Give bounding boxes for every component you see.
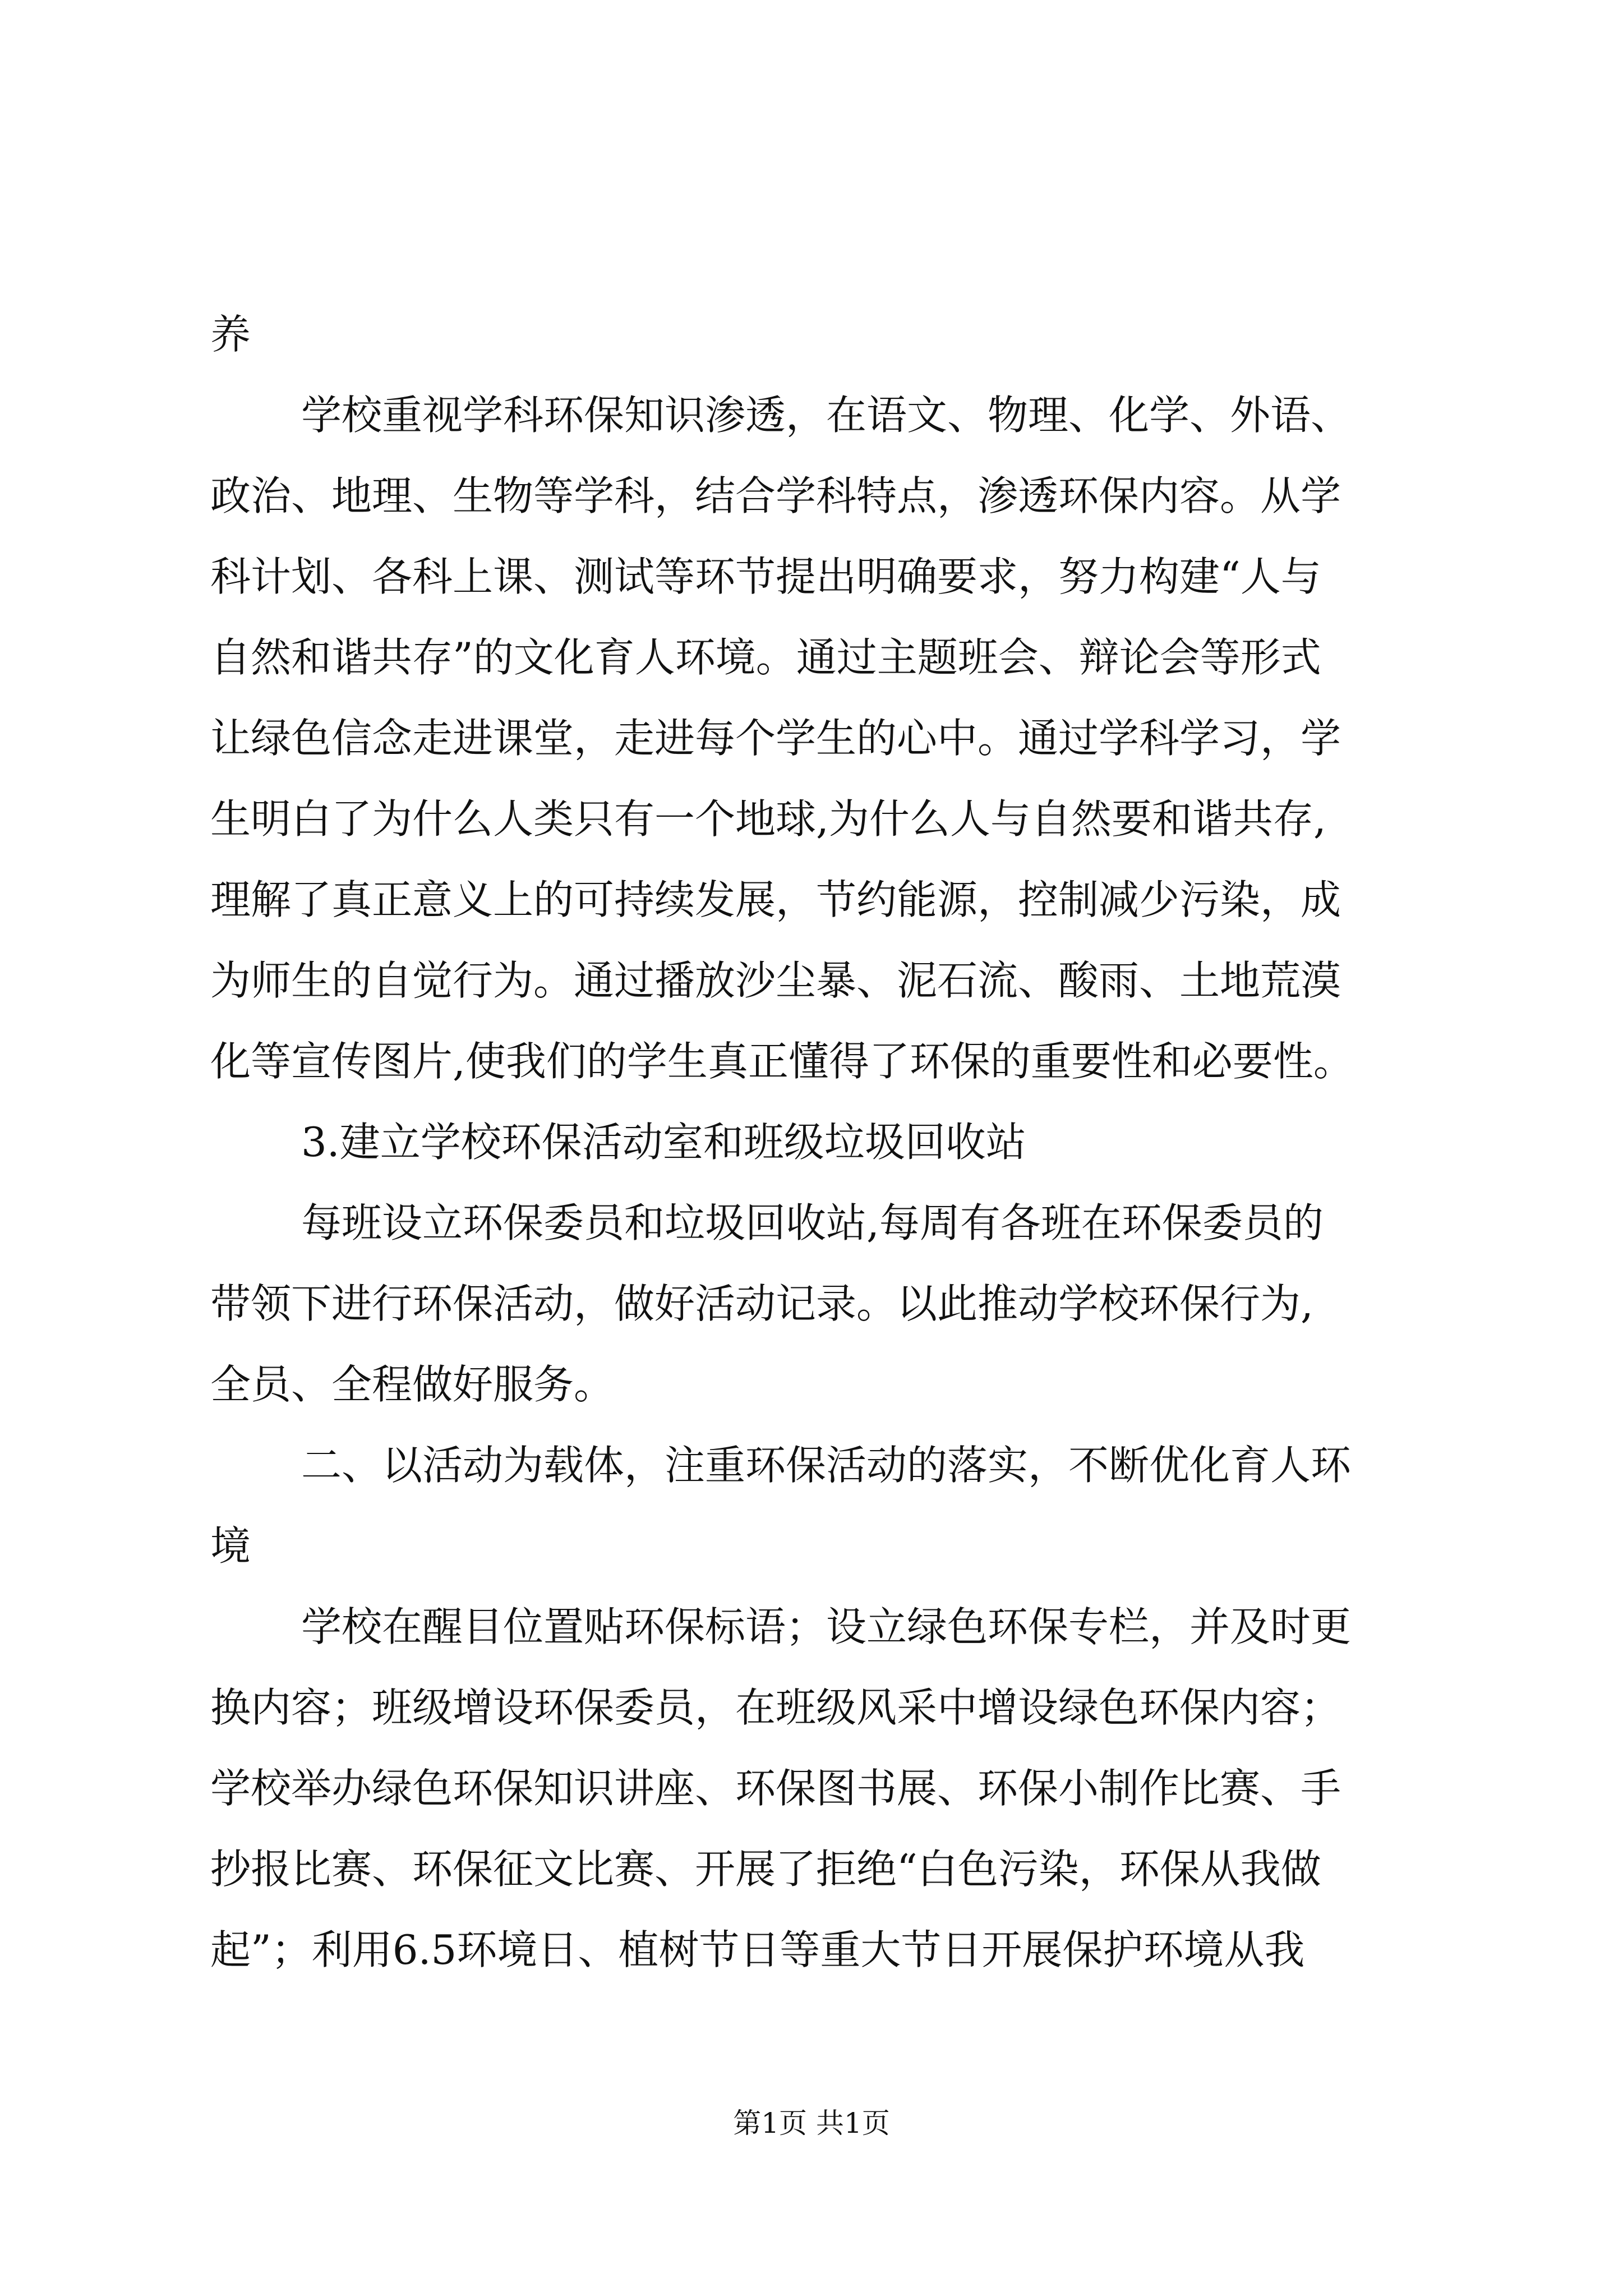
text-line: 带领下进行环保活动，做好活动记录。以此推动学校环保行为,	[210, 1280, 1313, 1327]
text-line: 自然和谐共存”的文化育人环境。通过主题班会、辩论会等形式	[210, 634, 1321, 681]
section-heading: 境	[210, 1522, 251, 1570]
text-line: 3.建立学校环保活动室和班级垃圾回收站	[301, 1119, 1026, 1166]
text-line: 科计划、各科上课、测试等环节提出明确要求，努力构建“人与	[210, 553, 1321, 600]
text-line: 学校在醒目位置贴环保标语；设立绿色环保专栏，并及时更	[301, 1603, 1352, 1650]
text-line: 学校举办绿色环保知识讲座、环保图书展、环保小制作比赛、手	[210, 1765, 1341, 1812]
text-line: 抄报比赛、环保征文比赛、开展了拒绝“白色污染，环保从我做	[210, 1846, 1321, 1893]
text-line: 化等宣传图片,使我们的学生真正懂得了环保的重要性和必要性。	[210, 1038, 1354, 1085]
text-line: 每班设立环保委员和垃圾回收站,每周有各班在环保委员的	[301, 1199, 1324, 1246]
text-line: 为师生的自觉行为。通过播放沙尘暴、泥石流、酸雨、土地荒漠	[210, 957, 1341, 1004]
text-line: 理解了真正意义上的可持续发展，节约能源，控制减少污染，成	[210, 876, 1341, 923]
page-footer: 第1页 共1页	[733, 2107, 890, 2139]
text-line: 全员、全程做好服务。	[210, 1361, 615, 1408]
text-line: 政治、地理、生物等学科，结合学科特点，渗透环保内容。从学	[210, 472, 1341, 519]
text-line: 换内容；班级增设环保委员，在班级风采中增设绿色环保内容；	[210, 1684, 1341, 1731]
text-line: 养	[210, 311, 251, 358]
text-line: 学校重视学科环保知识渗透，在语文、物理、化学、外语、	[301, 392, 1352, 439]
text-line: 起”；利用6.5环境日、植树节日等重大节日开展保护环境从我	[210, 1926, 1305, 1973]
text-line: 让绿色信念走进课堂，走进每个学生的心中。通过学科学习，学	[210, 715, 1341, 762]
text-line: 生明白了为什么人类只有一个地球,为什么人与自然要和谐共存,	[210, 795, 1326, 843]
section-heading: 二、以活动为载体，注重环保活动的落实，不断优化育人环	[301, 1442, 1352, 1489]
